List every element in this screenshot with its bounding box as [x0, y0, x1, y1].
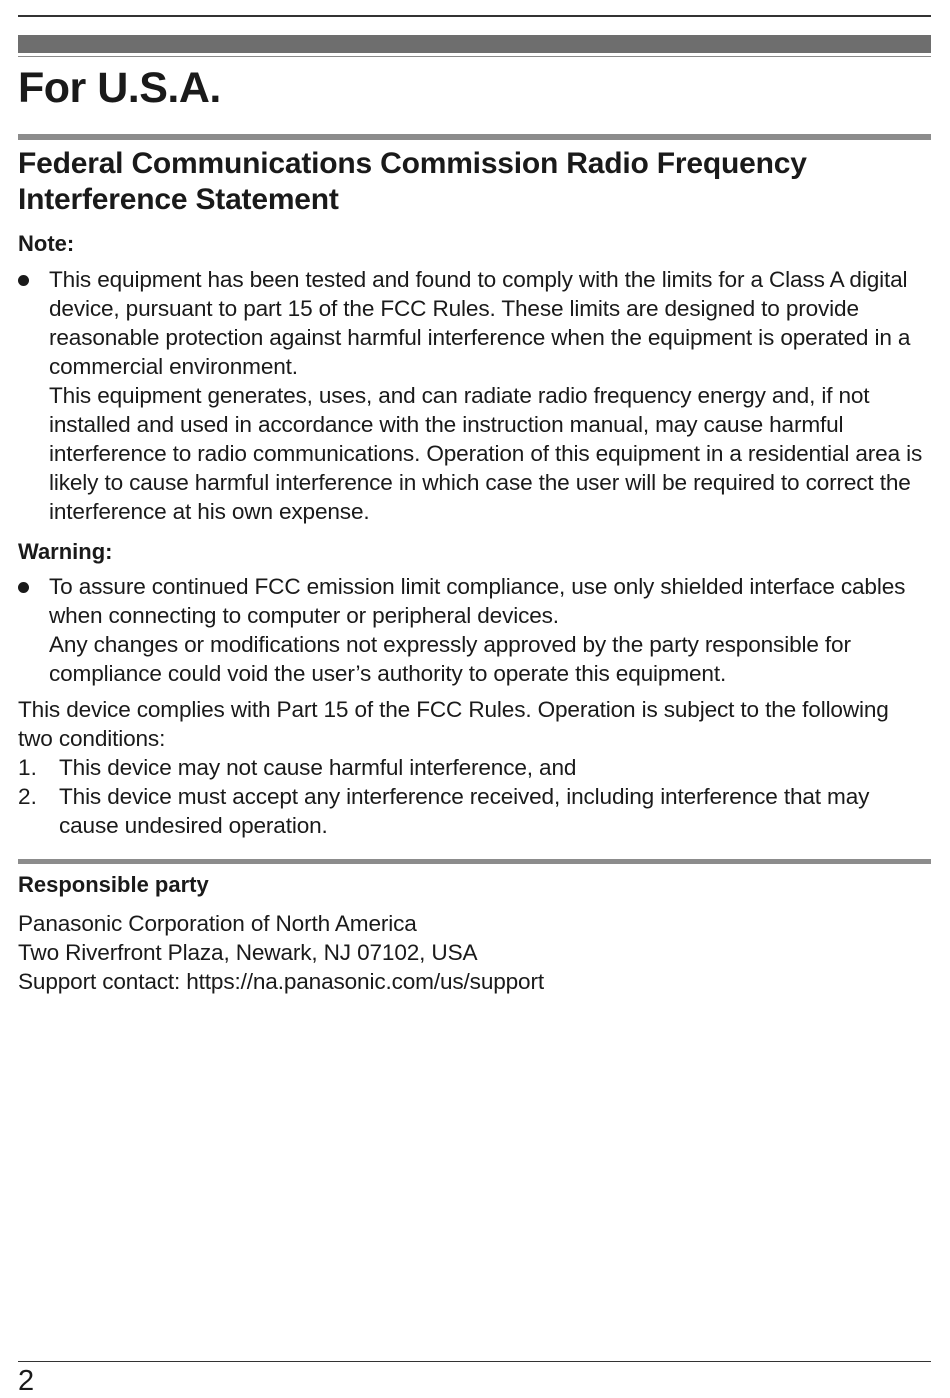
section-heading: Federal Communications Commission Radio Frequency Interference Statement: [18, 147, 807, 216]
responsible-line-1: Panasonic Corporation of North America: [18, 911, 417, 936]
responsible-label: Responsible party: [18, 872, 209, 897]
footer-rule: [18, 1361, 931, 1362]
bullet-icon: [18, 582, 29, 593]
responsible-line-2: Two Riverfront Plaza, Newark, NJ 07102, USA: [18, 940, 478, 965]
note-paragraph-2: This equipment generates, uses, and can radiate radio frequency energy and, if not installed and used in accordance with the instruction manual, may cause harmful interference to radio communications. Operation of this equipment in a residential area is likely to cause harmful interference in which case the user will be required to correct the interference at his own expense.: [49, 383, 923, 524]
warning-paragraph-1: To assure continued FCC emission limit compliance, use only shielded interface cables when connecting to computer or peripheral devices.: [49, 574, 906, 628]
list-item-number: 2.: [18, 784, 37, 809]
warning-paragraph-2: Any changes or modifications not expressly approved by the party responsible for compliance could void the user’s authority to operate this equipment.: [49, 632, 851, 686]
note-paragraph-1: This equipment has been tested and found to comply with the limits for a Class A digital device, pursuant to part 15 of the FCC Rules. These limits are designed to provide reasonable protection against harmful interference when the equipment is operated in a commercial environment.: [49, 267, 911, 379]
list-item: This device may not cause harmful interference, and: [59, 755, 577, 780]
page-number: 2: [18, 1365, 35, 1397]
warning-label: Warning:: [18, 539, 113, 564]
top-rule: [18, 15, 931, 17]
support-contact: Support contact: https://na.panasonic.com/us/support: [18, 969, 544, 994]
header-bar: [18, 35, 931, 53]
bullet-icon: [18, 275, 29, 286]
list-item: This device must accept any interference received, including interference that may cause undesired operation.: [59, 784, 870, 838]
page-title: For U.S.A.: [18, 64, 221, 112]
list-item-number: 1.: [18, 755, 37, 780]
compliance-intro: This device complies with Part 15 of the FCC Rules. Operation is subject to the following two conditions:: [18, 697, 889, 751]
responsible-rule: [18, 859, 931, 864]
section-rule: [18, 134, 931, 140]
header-thin-rule: [18, 56, 931, 57]
note-label: Note:: [18, 231, 75, 256]
